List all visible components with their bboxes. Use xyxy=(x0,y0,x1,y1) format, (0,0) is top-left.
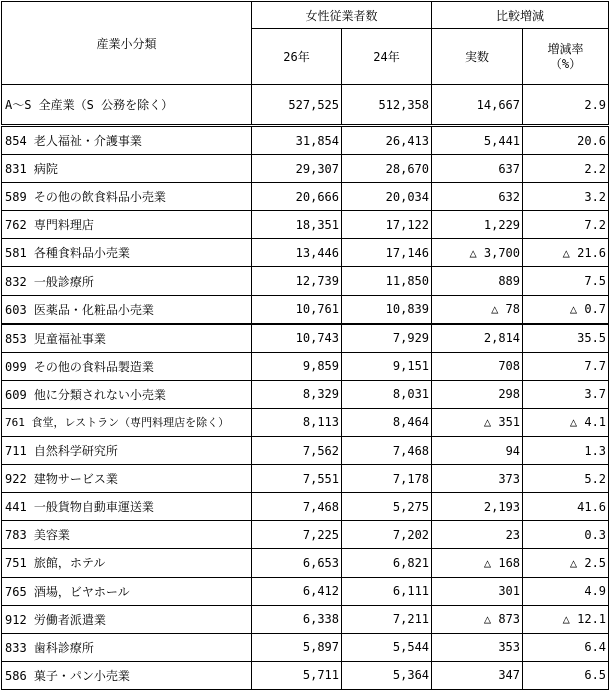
cell-rate: △ 2.5 xyxy=(523,549,609,577)
table-row xyxy=(2,267,609,295)
table-row xyxy=(2,352,609,380)
cell-name: 833 歯科診療所 xyxy=(2,633,252,661)
cell-diff: 2,193 xyxy=(432,493,523,521)
total-rate: 2.9 xyxy=(523,85,609,126)
table-row xyxy=(2,549,609,577)
cell-diff: 298 xyxy=(432,380,523,408)
cell-name: 581 各種食料品小売業 xyxy=(2,239,252,267)
cell-name: 831 病院 xyxy=(2,155,252,183)
cell-diff: 708 xyxy=(432,352,523,380)
cell-y24: 26,413 xyxy=(342,126,432,155)
cell-rate: 41.6 xyxy=(523,493,609,521)
cell-diff: △ 873 xyxy=(432,605,523,633)
cell-y26: 6,412 xyxy=(252,577,342,605)
cell-y24: 7,211 xyxy=(342,605,432,633)
cell-diff: 2,814 xyxy=(432,324,523,353)
comparison-header: 比較増減 xyxy=(432,2,609,29)
cell-y26: 7,551 xyxy=(252,465,342,493)
cell-diff: 347 xyxy=(432,661,523,689)
cell-diff: 94 xyxy=(432,437,523,465)
rate-header-line2: （%） xyxy=(549,56,582,71)
table-row xyxy=(2,211,609,239)
cell-rate: △ 0.7 xyxy=(523,295,609,324)
category-header: 産業小分類 xyxy=(2,2,252,85)
cell-rate: △ 4.1 xyxy=(523,408,609,436)
cell-rate: 20.6 xyxy=(523,126,609,155)
cell-diff: 23 xyxy=(432,521,523,549)
table-row xyxy=(2,661,609,689)
cell-y24: 10,839 xyxy=(342,295,432,324)
cell-y24: 7,929 xyxy=(342,324,432,353)
table-body xyxy=(2,85,609,690)
cell-y26: 6,338 xyxy=(252,605,342,633)
table-row xyxy=(2,324,609,353)
cell-y24: 7,178 xyxy=(342,465,432,493)
cell-diff: 373 xyxy=(432,465,523,493)
total-y24: 512,358 xyxy=(342,85,432,126)
cell-name: 751 旅館，ホテル xyxy=(2,549,252,577)
cell-y24: 6,821 xyxy=(342,549,432,577)
cell-rate: 6.5 xyxy=(523,661,609,689)
cell-diff: 301 xyxy=(432,577,523,605)
cell-rate: 4.9 xyxy=(523,577,609,605)
cell-y24: 8,464 xyxy=(342,408,432,436)
table-row xyxy=(2,633,609,661)
cell-name: 762 専門料理店 xyxy=(2,211,252,239)
cell-y26: 9,859 xyxy=(252,352,342,380)
cell-diff: △ 78 xyxy=(432,295,523,324)
cell-rate: 3.7 xyxy=(523,380,609,408)
cell-rate: 6.4 xyxy=(523,633,609,661)
total-name: A～S 全産業（S 公務を除く） xyxy=(2,85,252,126)
cell-name: 922 建物サービス業 xyxy=(2,465,252,493)
cell-y26: 29,307 xyxy=(252,155,342,183)
cell-y24: 8,031 xyxy=(342,380,432,408)
table-row xyxy=(2,493,609,521)
cell-y26: 12,739 xyxy=(252,267,342,295)
cell-y24: 20,034 xyxy=(342,183,432,211)
cell-diff: 5,441 xyxy=(432,126,523,155)
cell-diff: 353 xyxy=(432,633,523,661)
cell-rate: 0.3 xyxy=(523,521,609,549)
cell-name: 761 食堂，レストラン（専門料理店を除く） xyxy=(2,408,252,436)
cell-y24: 9,151 xyxy=(342,352,432,380)
cell-diff: △ 351 xyxy=(432,408,523,436)
cell-rate: △ 12.1 xyxy=(523,605,609,633)
cell-rate: 5.2 xyxy=(523,465,609,493)
year24-header: 24年 xyxy=(342,29,432,85)
cell-rate: 2.2 xyxy=(523,155,609,183)
cell-rate: 35.5 xyxy=(523,324,609,353)
table-row xyxy=(2,521,609,549)
cell-y24: 5,275 xyxy=(342,493,432,521)
table-row xyxy=(2,605,609,633)
cell-y26: 7,468 xyxy=(252,493,342,521)
cell-name: 609 他に分類されない小売業 xyxy=(2,380,252,408)
cell-y24: 7,202 xyxy=(342,521,432,549)
cell-rate: 7.5 xyxy=(523,267,609,295)
cell-name: 832 一般診療所 xyxy=(2,267,252,295)
female-employees-header: 女性従業者数 xyxy=(252,2,432,29)
cell-rate: △ 21.6 xyxy=(523,239,609,267)
cell-y26: 10,743 xyxy=(252,324,342,353)
cell-name: 853 児童福祉事業 xyxy=(2,324,252,353)
cell-diff: 637 xyxy=(432,155,523,183)
year26-header: 26年 xyxy=(252,29,342,85)
cell-y24: 6,111 xyxy=(342,577,432,605)
table-header xyxy=(2,2,609,85)
cell-y26: 5,711 xyxy=(252,661,342,689)
table-row xyxy=(2,126,609,155)
cell-y24: 5,364 xyxy=(342,661,432,689)
table-row xyxy=(2,437,609,465)
cell-diff: △ 168 xyxy=(432,549,523,577)
cell-diff: 1,229 xyxy=(432,211,523,239)
table-row xyxy=(2,408,609,436)
cell-diff: 889 xyxy=(432,267,523,295)
cell-y24: 7,468 xyxy=(342,437,432,465)
cell-y24: 17,146 xyxy=(342,239,432,267)
cell-y26: 8,329 xyxy=(252,380,342,408)
cell-y24: 11,850 xyxy=(342,267,432,295)
cell-diff: △ 3,700 xyxy=(432,239,523,267)
cell-name: 912 労働者派遣業 xyxy=(2,605,252,633)
cell-rate: 3.2 xyxy=(523,183,609,211)
rate-header xyxy=(523,29,609,85)
cell-rate: 1.3 xyxy=(523,437,609,465)
cell-name: 711 自然科学研究所 xyxy=(2,437,252,465)
table-row xyxy=(2,577,609,605)
cell-name: 589 その他の飲食料品小売業 xyxy=(2,183,252,211)
table-row xyxy=(2,183,609,211)
rate-header-line1: 増減率 xyxy=(547,41,584,56)
cell-rate: 7.7 xyxy=(523,352,609,380)
cell-y26: 10,761 xyxy=(252,295,342,324)
cell-y24: 28,670 xyxy=(342,155,432,183)
actual-header: 実数 xyxy=(432,29,523,85)
female-employees-table xyxy=(1,1,609,690)
cell-name: 765 酒場，ビヤホール xyxy=(2,577,252,605)
cell-name: 099 その他の食料品製造業 xyxy=(2,352,252,380)
table-row xyxy=(2,295,609,324)
cell-y26: 31,854 xyxy=(252,126,342,155)
table-row xyxy=(2,155,609,183)
cell-y26: 20,666 xyxy=(252,183,342,211)
cell-y24: 5,544 xyxy=(342,633,432,661)
cell-name: 441 一般貨物自動車運送業 xyxy=(2,493,252,521)
cell-y26: 13,446 xyxy=(252,239,342,267)
cell-y26: 6,653 xyxy=(252,549,342,577)
cell-rate: 7.2 xyxy=(523,211,609,239)
total-diff: 14,667 xyxy=(432,85,523,126)
cell-name: 783 美容業 xyxy=(2,521,252,549)
cell-y24: 17,122 xyxy=(342,211,432,239)
cell-y26: 8,113 xyxy=(252,408,342,436)
cell-y26: 5,897 xyxy=(252,633,342,661)
table-row xyxy=(2,380,609,408)
total-row xyxy=(2,85,609,126)
cell-y26: 7,562 xyxy=(252,437,342,465)
table-row xyxy=(2,239,609,267)
cell-y26: 18,351 xyxy=(252,211,342,239)
cell-name: 854 老人福祉・介護事業 xyxy=(2,126,252,155)
cell-name: 603 医薬品・化粧品小売業 xyxy=(2,295,252,324)
total-y26: 527,525 xyxy=(252,85,342,126)
cell-y26: 7,225 xyxy=(252,521,342,549)
cell-name: 586 菓子・パン小売業 xyxy=(2,661,252,689)
table-row xyxy=(2,465,609,493)
cell-diff: 632 xyxy=(432,183,523,211)
